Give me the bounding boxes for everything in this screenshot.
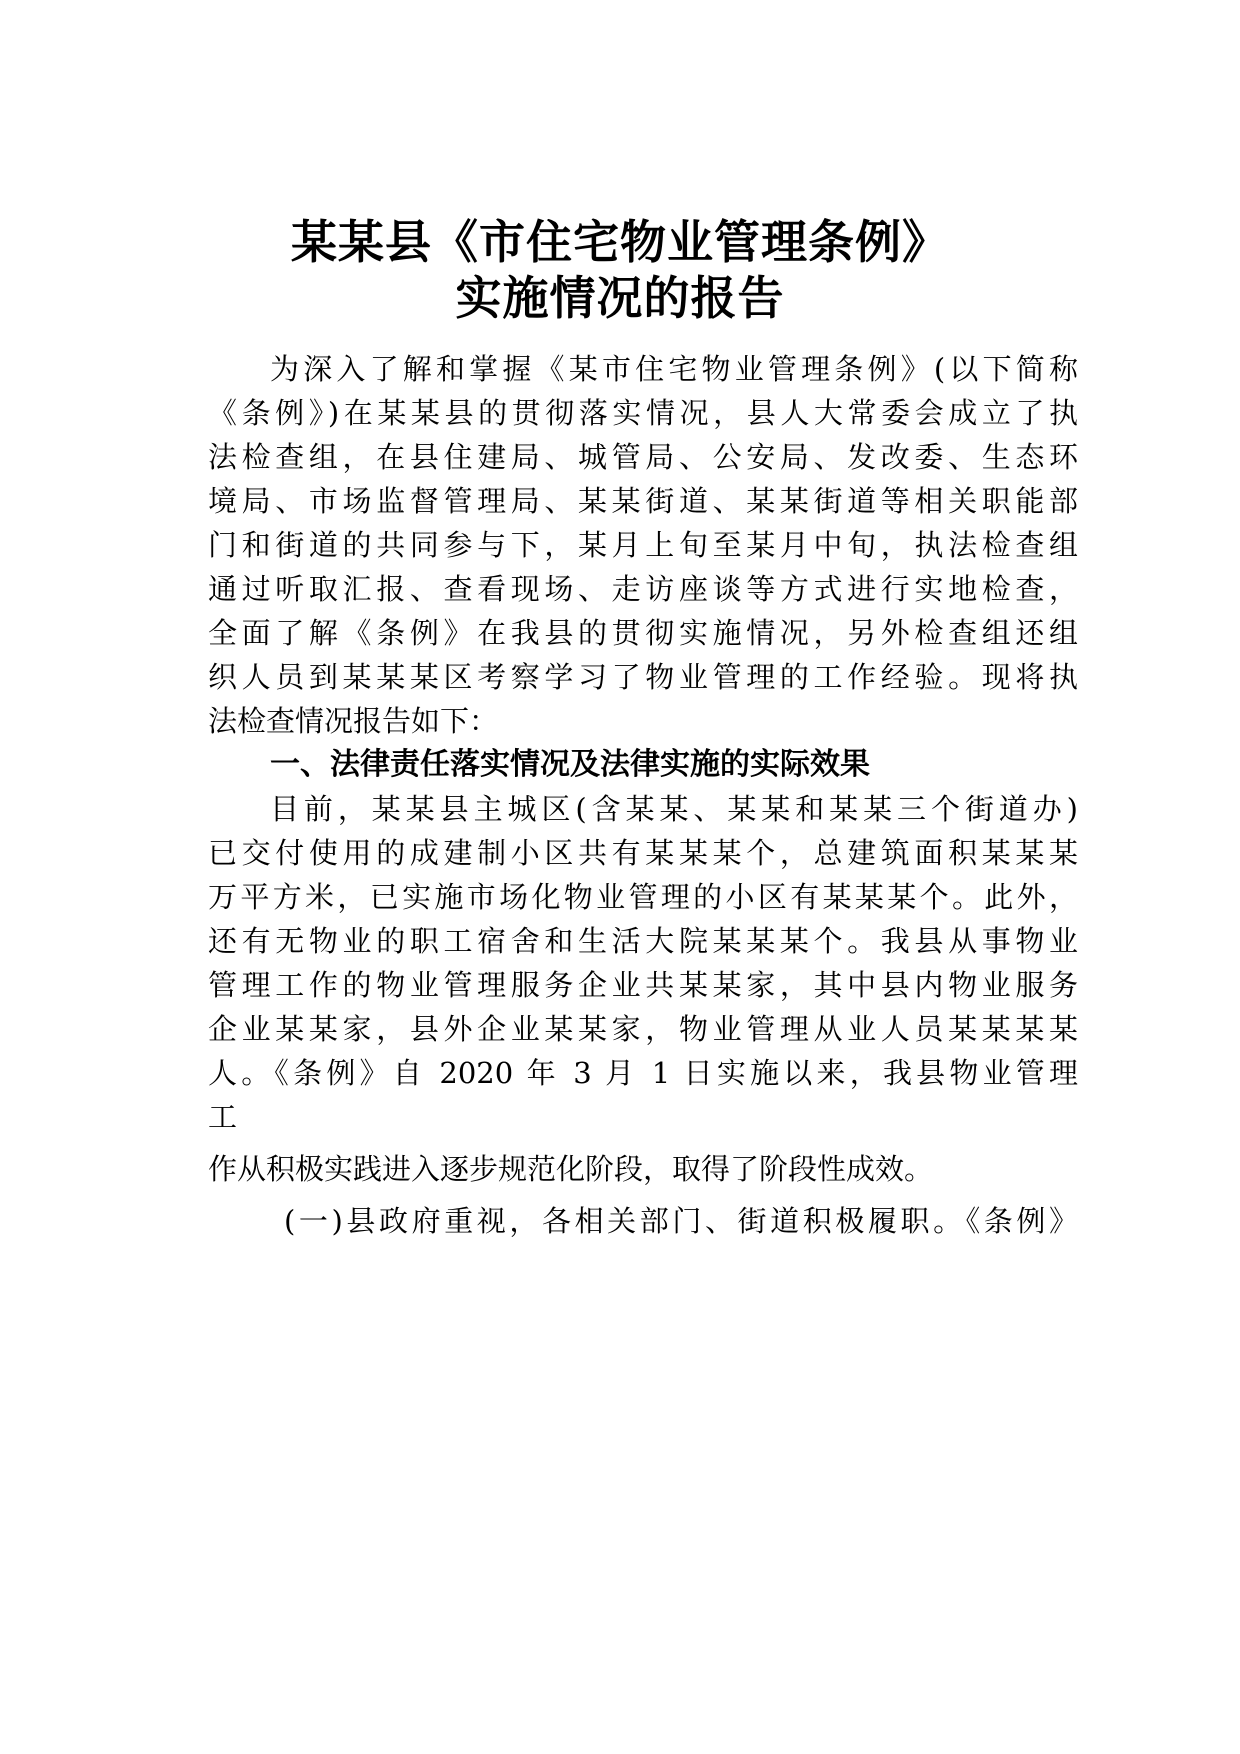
section-line: 已交付使用的成建制小区共有某某某个，总建筑面积某某某 [208, 836, 1078, 870]
intro-line: 织人员到某某某区考察学习了物业管理的工作经验。现将执 [208, 660, 1078, 694]
section-line: 企业某某家，县外企业某某家，物业管理从业人员某某某某 [208, 1012, 1078, 1046]
intro-line: 法检查组，在县住建局、城管局、公安局、发改委、生态环 [208, 440, 1078, 474]
section-line: 人。《条例》自 2020 年 3 月 1 日实施以来，我县物业管理 [208, 1056, 1078, 1090]
section-line: 目前，某某县主城区(含某某、某某和某某三个街道办) [270, 792, 1078, 826]
intro-line: 为深入了解和掌握《某市住宅物业管理条例》(以下简称 [270, 352, 1078, 386]
section-line: 万平方米，已实施市场化物业管理的小区有某某某个。此外， [208, 880, 1078, 914]
section-line: 还有无物业的职工宿舍和生活大院某某某个。我县从事物业 [208, 924, 1078, 958]
intro-line: 法检查情况报告如下： [208, 704, 499, 738]
section-heading: 一、法律责任落实情况及法律实施的实际效果 [270, 747, 870, 782]
intro-line: 门和街道的共同参与下，某月上旬至某月中旬，执法检查组 [208, 528, 1078, 562]
intro-line: 通过听取汇报、查看现场、走访座谈等方式进行实地检查， [208, 572, 1078, 606]
document-title-line-1: 某某县《市住宅物业管理条例》 [291, 215, 949, 269]
subsection-line: (一)县政府重视，各相关部门、街道积极履职。《条例》 [284, 1204, 1078, 1238]
intro-line: 《条例》)在某某县的贯彻落实情况，县人大常委会成立了执 [208, 396, 1078, 430]
intro-line: 全面了解《条例》在我县的贯彻实施情况，另外检查组还组 [208, 616, 1078, 650]
intro-line: 境局、市场监督管理局、某某街道、某某街道等相关职能部 [208, 484, 1078, 518]
section-line: 工 [208, 1100, 238, 1134]
section-line: 作从积极实践进入逐步规范化阶段，取得了阶段性成效。 [208, 1152, 934, 1186]
section-line: 管理工作的物业管理服务企业共某某家，其中县内物业服务 [208, 968, 1078, 1002]
document-title-line-2: 实施情况的报告 [455, 271, 785, 325]
